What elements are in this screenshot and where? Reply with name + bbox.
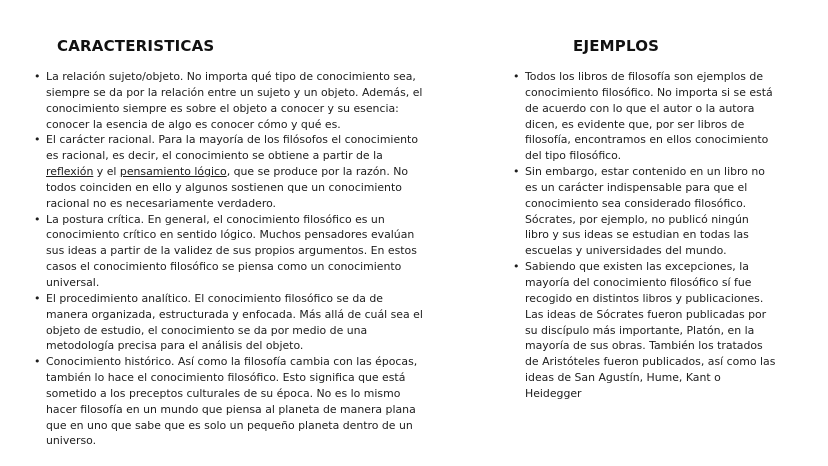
text-line: metodología precisa para el análisis del objeto. [46, 339, 304, 353]
bullet-icon: • [34, 70, 41, 83]
text-line: mayoría de sus obras. También los tratados [525, 339, 763, 353]
characteristics-heading: CARACTERISTICAS [57, 37, 215, 55]
text-line: filosofía, encontramos en ellos conocimiento [525, 133, 769, 147]
text-line: Sin embargo, estar contenido en un libro no [525, 165, 765, 179]
text-line: manera organizada, estructurada y enfocada. Más allá de cuál sea el [46, 307, 423, 321]
text-line: del tipo filosófico. [525, 149, 622, 163]
bullet-icon: • [34, 291, 41, 305]
text-line: escuelas y universidades del mundo. [525, 244, 727, 258]
text-line: universal. [46, 275, 100, 289]
text-line: también lo hace el conocimiento filosófico. Esto significa que está [46, 371, 406, 385]
underlined-term: pensamiento lógico [119, 165, 227, 179]
bullet-icon: • [513, 70, 520, 83]
text-line: ideas de San Agustín, Hume, Kant o [525, 371, 721, 385]
text-line: El carácter racional. Para la mayoría de los filósofos el conocimiento [46, 133, 418, 147]
text-line: conocimiento siempre es sobre el objeto a conocer y su esencia: [46, 101, 399, 115]
text-line: de Aristóteles fueron publicados, así como las [525, 355, 776, 369]
list-item [34, 132, 423, 211]
bullet-icon: • [34, 355, 41, 369]
text-line: Todos los libros de filosofía son ejemplos de [525, 70, 764, 83]
text-line: conocimiento sea considerado filosófico. [525, 196, 747, 210]
text-line: Sabiendo que existen las excepciones, la [525, 260, 749, 274]
text-line: mayoría del conocimiento filosófico sí fue [525, 275, 752, 289]
text-line: La postura crítica. En general, el conocimiento filosófico es un [46, 212, 385, 226]
list-item [513, 164, 775, 259]
list-item [513, 259, 775, 402]
text-line: conocimiento crítico en sentido lógico. Muchos pensadores evalúan [46, 228, 415, 242]
text-line: todos coinciden en ello y algunos sostienen que un conocimiento [46, 180, 402, 194]
text-line: conocimiento filosófico. No importa si se está [525, 85, 773, 99]
characteristics-list [34, 69, 423, 449]
list-item [34, 354, 423, 449]
text-line: libro y sus ideas se estudian en todas las [525, 228, 749, 242]
text-segment: , que se produce por la razón. No [226, 165, 409, 179]
bullet-icon: • [34, 212, 41, 226]
text-line: hacer filosofía en un mundo que piensa al planeta de manera plana [46, 402, 416, 416]
text-line: recogido en distintos libros y publicaciones. [525, 291, 764, 305]
list-item [34, 212, 423, 291]
text-line: objeto de estudio, el conocimiento se da por medio de una [46, 323, 368, 337]
text-line: Heidegger [525, 386, 582, 400]
text-line: de acuerdo con lo que el autor o la autora [525, 101, 755, 115]
list-item [34, 69, 423, 132]
text-line: Sócrates, por ejemplo, no publicó ningún [525, 212, 749, 226]
text-line: conocer la esencia de algo es conocer cómo y qué es. [46, 117, 341, 131]
text-line: sometido a los preceptos culturales de su época. No es lo mismo [46, 386, 401, 400]
text-line: siempre se da por la relación entre un sujeto y un objeto. Además, el [46, 85, 423, 99]
text-line: universo. [46, 434, 97, 448]
text-line: sus ideas a partir de la validez de sus propios argumentos. En estos [46, 244, 417, 258]
text-line: racional no es necesariamente verdadero. [46, 196, 277, 210]
text-segment: y el [93, 165, 120, 179]
text-line: es un carácter indispensable para que el [525, 180, 748, 194]
text-line [46, 164, 423, 180]
bullet-icon: • [513, 260, 520, 274]
bullet-icon: • [34, 133, 41, 147]
text-line: casos el conocimiento filosófico se piensa como un conocimiento [46, 260, 402, 274]
text-line: su discípulo más importante, Platón, en la [525, 323, 755, 337]
text-line: es racional, es decir, el conocimiento se obtiene a partir de la [46, 149, 383, 163]
text-line: dicen, es evidente que, por ser libros de [525, 117, 745, 131]
text-line: Las ideas de Sócrates fueron publicadas por [525, 307, 767, 321]
list-item [34, 291, 423, 354]
text-line: La relación sujeto/objeto. No importa qué tipo de conocimiento sea, [46, 70, 416, 83]
underlined-term: reflexión [46, 165, 94, 179]
text-line: Conocimiento histórico. Así como la filosofía cambia con las épocas, [46, 355, 418, 369]
text-line: que en uno que sabe que es solo un pequeño planeta dentro de un [46, 418, 413, 432]
examples-heading: EJEMPLOS [573, 37, 660, 55]
text-line: El procedimiento analítico. El conocimiento filosófico se da de [46, 291, 384, 305]
bullet-icon: • [513, 165, 520, 179]
list-item [513, 69, 775, 164]
examples-list [513, 69, 775, 402]
